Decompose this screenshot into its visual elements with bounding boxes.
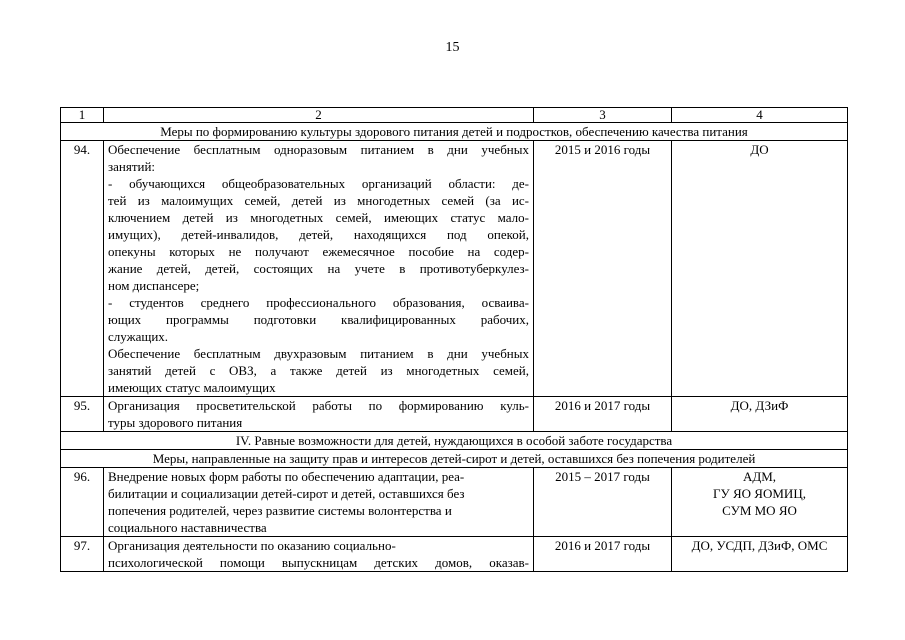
- description-line: социального наставничества: [108, 520, 267, 535]
- description-line: жание детей, детей, состоящих на учете в противотуберкулез-: [108, 261, 529, 276]
- executors-cell: [672, 537, 848, 572]
- row-number: 96.: [61, 468, 104, 537]
- section-row-nutrition: [61, 123, 848, 141]
- description-line: служащих.: [108, 329, 169, 344]
- description-line: Обеспечение бесплатным двухразовым питанием в дни учебных: [108, 346, 529, 361]
- section-title-nutrition: Меры по формированию культуры здорового питания детей и подростков, обеспечению качества питания: [61, 123, 848, 141]
- page-number: 15: [445, 40, 460, 55]
- description-line: занятий детей с ОВЗ, а также детей из многодетных семей,: [108, 363, 529, 378]
- description-line: - студентов среднего профессионального образования, осваива-: [108, 295, 529, 310]
- description-line: попечения родителей, через развитие системы волонтерства и: [108, 503, 452, 518]
- column-header-4: 4: [672, 108, 848, 123]
- row-number: 94.: [61, 141, 104, 397]
- description-line: ключением детей из многодетных семей, имеющих статус мало-: [108, 210, 529, 225]
- executors-cell: [672, 141, 848, 397]
- period-cell: 2016 и 2017 годы: [534, 397, 672, 432]
- table-header-row: [61, 108, 848, 123]
- description-line: туры здорового питания: [108, 415, 243, 430]
- section-row-iv: [61, 432, 848, 450]
- description-line: психологической помощи выпускницам детских домов, оказав-: [108, 555, 529, 570]
- executor-line: ГУ ЯО ЯОМИЦ,: [713, 486, 806, 501]
- measure-description: [104, 397, 534, 432]
- period-cell: 2016 и 2017 годы: [534, 537, 672, 572]
- measure-description: [104, 537, 534, 572]
- executor-line: ДО, УСДП, ДЗиФ, ОМС: [691, 538, 828, 553]
- description-line: Обеспечение бесплатным одноразовым питанием в дни учебных: [108, 142, 529, 157]
- description-line: Внедрение новых форм работы по обеспечению адаптации, реа-: [108, 469, 465, 484]
- table-row-94: [61, 141, 848, 397]
- measure-description: [104, 468, 534, 537]
- column-header-3: 3: [534, 108, 672, 123]
- description-line: имущих), детей-инвалидов, детей, находящихся под опекой,: [108, 227, 529, 242]
- measure-description: [104, 141, 534, 397]
- measures-table: [60, 107, 848, 572]
- executors-cell: [672, 468, 848, 537]
- description-line: Организация просветительской работы по формированию куль-: [108, 398, 529, 413]
- description-line: тей из малоимущих семей, детей из многодетных семей (за ис-: [108, 193, 529, 208]
- section-row-orphans: [61, 450, 848, 468]
- executor-line: СУМ МО ЯО: [722, 503, 797, 518]
- table-row-95: [61, 397, 848, 432]
- executor-line: ДО, ДЗиФ: [730, 398, 789, 413]
- description-line: ном диспансере;: [108, 278, 200, 293]
- executor-line: АДМ,: [742, 469, 777, 484]
- table-row-96: [61, 468, 848, 537]
- column-header-2: 2: [104, 108, 534, 123]
- column-header-1: 1: [61, 108, 104, 123]
- row-number: 95.: [61, 397, 104, 432]
- description-line: занятий:: [108, 159, 156, 174]
- description-line: билитации и социализации детей-сирот и детей, оставшихся без: [108, 486, 465, 501]
- description-line: ющих программы подготовки квалифицированных рабочих,: [108, 312, 529, 327]
- period-cell: 2015 и 2016 годы: [534, 141, 672, 397]
- section-title-orphans: Меры, направленные на защиту прав и интересов детей-сирот и детей, оставшихся без попечения родителей: [61, 450, 848, 468]
- description-line: Организация деятельности по оказанию социально-: [108, 538, 396, 553]
- period-cell: 2015 – 2017 годы: [534, 468, 672, 537]
- row-number: 97.: [61, 537, 104, 572]
- description-line: имеющих статус малоимущих: [108, 380, 276, 395]
- description-line: - обучающихся общеобразовательных организаций области: де-: [108, 176, 529, 191]
- description-line: опекуны которых не получают ежемесячное пособие на содер-: [108, 244, 529, 259]
- executor-line: ДО: [750, 142, 769, 157]
- table-row-97: [61, 537, 848, 572]
- section-title-iv: IV. Равные возможности для детей, нуждающихся в особой заботе государства: [61, 432, 848, 450]
- executors-cell: [672, 397, 848, 432]
